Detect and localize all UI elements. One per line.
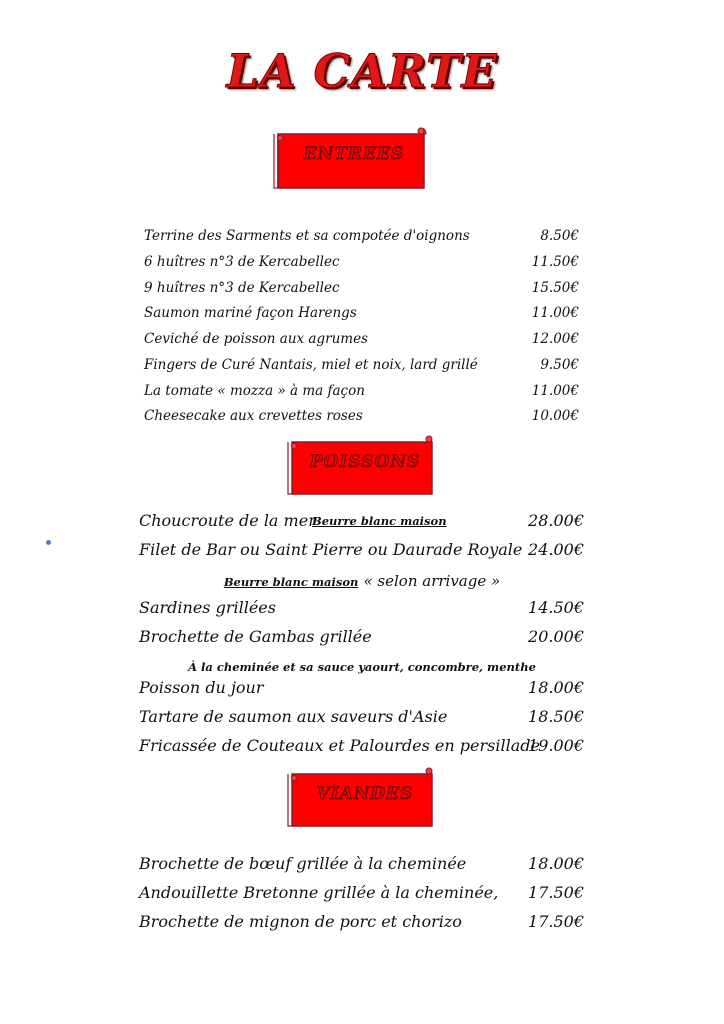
item-name: Cheesecake aux crevettes roses (144, 408, 363, 424)
item-price: 11.50€ (531, 254, 579, 270)
item-name: Saumon mariné façon Harengs (144, 305, 357, 321)
poissons-banner (284, 434, 436, 498)
item-price: 18.00€ (528, 678, 584, 697)
menu-item (0, 678, 724, 702)
item-price: 17.50€ (528, 883, 584, 902)
menu-item (0, 883, 724, 907)
item-price: 9.50€ (540, 357, 579, 373)
menu-item (0, 598, 724, 622)
menu-item (0, 511, 724, 535)
viandes-label: VIANDES (316, 784, 414, 804)
menu-item (0, 627, 724, 651)
item-note-line (0, 571, 724, 590)
item-price: 11.00€ (531, 305, 579, 321)
item-name: Filet de Bar ou Saint Pierre ou Daurade Royale (139, 540, 523, 559)
item-name: Sardines grillées (139, 598, 276, 617)
menu-item (0, 357, 724, 381)
item-name: Poisson du jour (139, 678, 264, 697)
item-name: Choucroute de la mer (139, 511, 316, 530)
item-name: Brochette de mignon de porc et chorizo (139, 912, 462, 931)
item-price: 10.00€ (531, 408, 579, 424)
item-name: Ceviché de poisson aux agrumes (144, 331, 368, 347)
menu-item (0, 854, 724, 878)
item-note: Beurre blanc maison (223, 575, 359, 589)
item-note: Beurre blanc maison (312, 514, 447, 528)
item-price: 18.50€ (528, 707, 584, 726)
poissons-label: POISSONS (309, 452, 421, 472)
item-name: Terrine des Sarments et sa compotée d'oignons (144, 228, 470, 244)
entrees-banner (270, 126, 428, 190)
menu-item (0, 912, 724, 936)
menu-item (0, 707, 724, 731)
item-price: 8.50€ (540, 228, 579, 244)
viandes-banner (284, 766, 436, 830)
menu-item (0, 305, 724, 329)
item-name: La tomate « mozza » à ma façon (144, 383, 365, 399)
item-price: 17.50€ (528, 912, 584, 931)
menu-item (0, 540, 724, 564)
menu-item (0, 736, 724, 760)
item-name: 9 huîtres n°3 de Kercabellec (144, 280, 340, 296)
item-name: Fricassée de Couteaux et Palourdes en persillade (139, 736, 540, 755)
item-note-line (0, 656, 724, 675)
item-price: 19.00€ (528, 736, 584, 755)
item-price: 24.00€ (528, 540, 584, 559)
menu-item (0, 280, 724, 304)
item-name: 6 huîtres n°3 de Kercabellec (144, 254, 340, 270)
item-name: Fingers de Curé Nantais, miel et noix, lard grillé (144, 357, 478, 373)
item-price: 28.00€ (528, 511, 584, 530)
item-name: Tartare de saumon aux saveurs d'Asie (139, 707, 448, 726)
item-price: 11.00€ (531, 383, 579, 399)
menu-item (0, 331, 724, 355)
item-price: 18.00€ (528, 854, 584, 873)
menu-title: LA CARTE (226, 44, 498, 98)
item-name: Brochette de bœuf grillée à la cheminée (139, 854, 467, 873)
menu-item (0, 408, 724, 432)
menu-item (0, 383, 724, 407)
item-name: Brochette de Gambas grillée (139, 627, 372, 646)
item-note: À la cheminée et sa sauce yaourt, concombre, menthe (188, 660, 536, 674)
entrees-label: ENTREES (303, 144, 405, 164)
item-note-plain: « selon arrivage » (363, 572, 501, 590)
item-price: 15.50€ (531, 280, 579, 296)
item-price: 12.00€ (531, 331, 579, 347)
item-name: Andouillette Bretonne grillée à la cheminée, (139, 883, 499, 902)
menu-item (0, 228, 724, 252)
menu-item (0, 254, 724, 278)
item-price: 20.00€ (528, 627, 584, 646)
item-price: 14.50€ (528, 598, 584, 617)
